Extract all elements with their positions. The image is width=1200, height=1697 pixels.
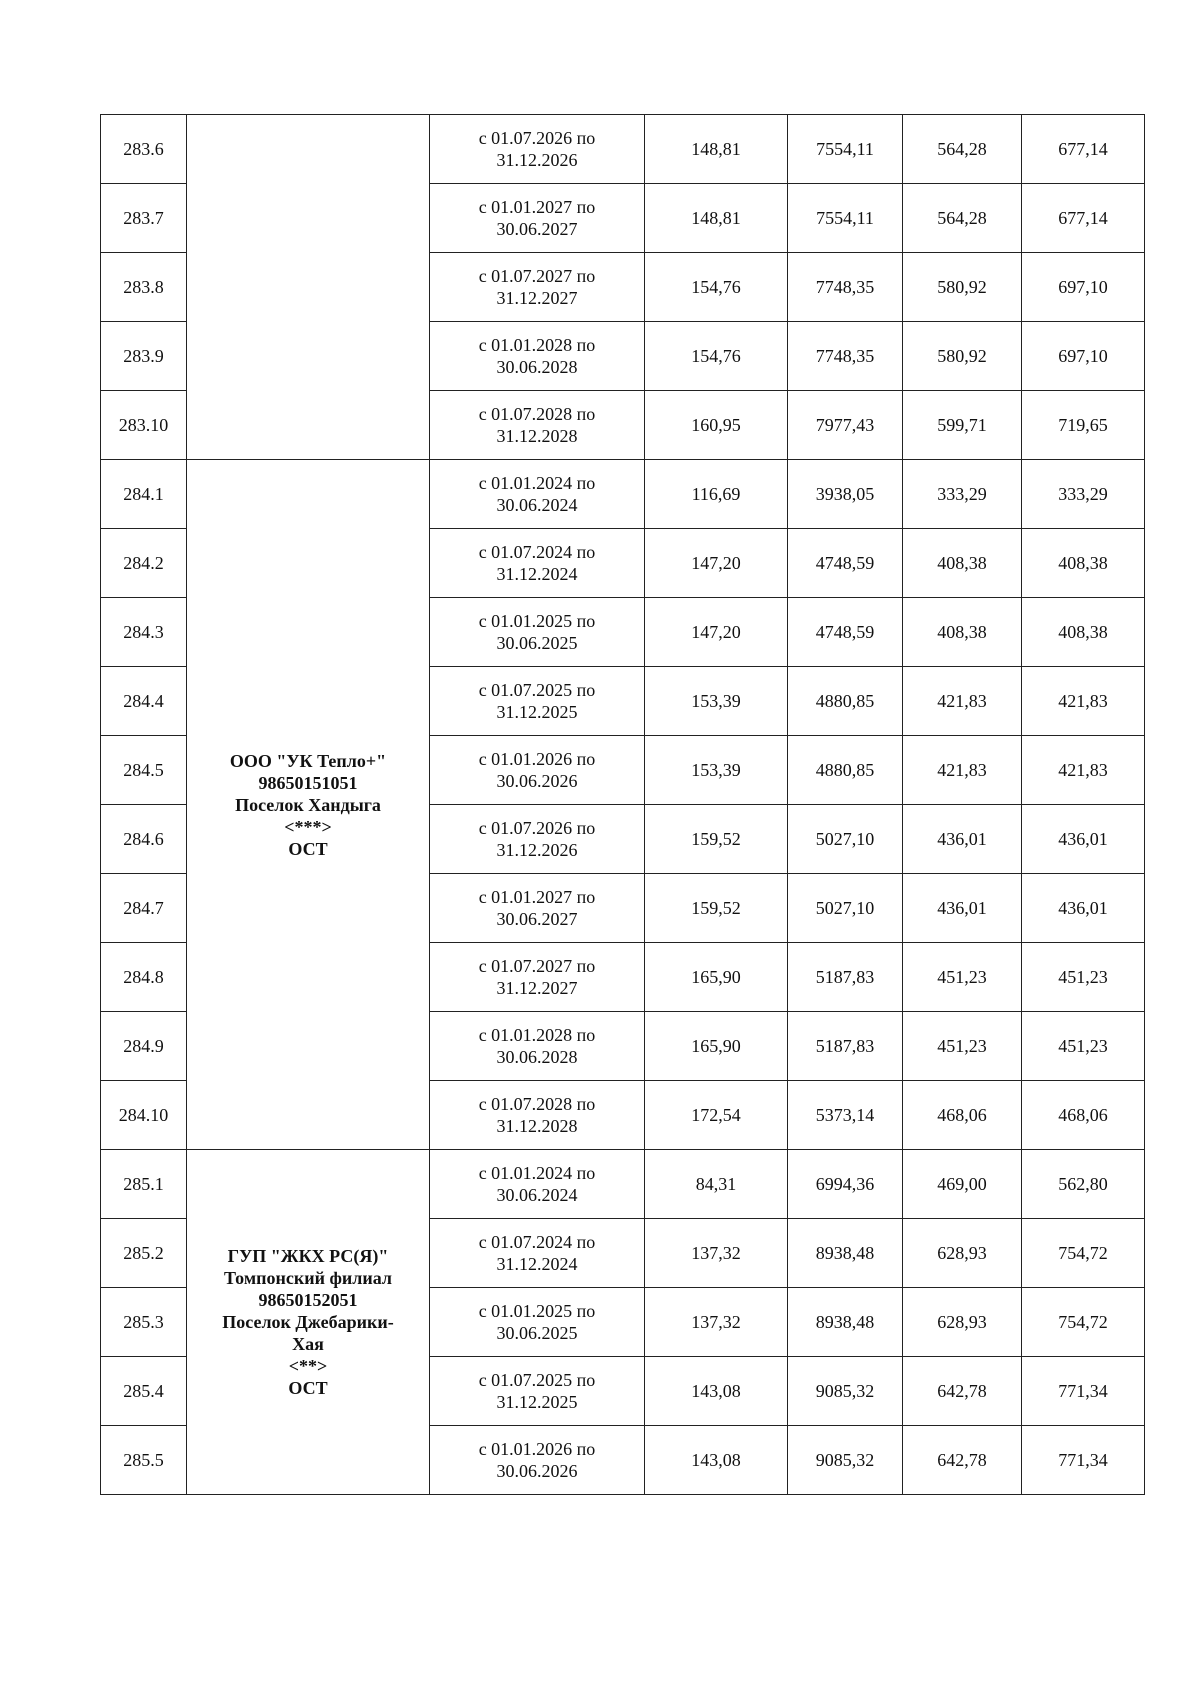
value-cell-1: 172,54 [645,1081,788,1150]
table-row [101,460,1145,529]
value-cell-2: 5027,10 [788,874,903,943]
period-line: 31.12.2027 [496,288,578,308]
value-cell-2: 5373,14 [788,1081,903,1150]
period-line: с 01.01.2026 по [478,749,596,769]
value-cell-4: 421,83 [1022,736,1145,805]
period-line: 31.12.2024 [496,564,578,584]
table-row [101,115,1145,184]
period-line: с 01.07.2028 по [478,404,596,424]
value-cell-3: 469,00 [903,1150,1022,1219]
value-cell-1: 143,08 [645,1357,788,1426]
value-cell-4: 771,34 [1022,1357,1145,1426]
period-cell [430,184,645,253]
organization-line: <***> [284,816,332,837]
period-cell [430,598,645,667]
period-line: с 01.07.2026 по [478,818,596,838]
period-cell [430,943,645,1012]
organization-line: Поселок Джебарики- [222,1312,394,1332]
period-line: с 01.01.2024 по [478,1163,596,1183]
value-cell-1: 137,32 [645,1288,788,1357]
organization-line: ООО "УК Тепло+" [229,750,387,771]
value-cell-4: 562,80 [1022,1150,1145,1219]
value-cell-2: 4880,85 [788,736,903,805]
value-cell-2: 7554,11 [788,115,903,184]
value-cell-4: 436,01 [1022,805,1145,874]
period-line: с 01.01.2028 по [478,1025,596,1045]
period-line: 30.06.2028 [496,357,578,377]
period-line: 30.06.2026 [496,1461,578,1481]
value-cell-2: 4748,59 [788,529,903,598]
value-cell-3: 408,38 [903,529,1022,598]
value-cell-2: 7748,35 [788,253,903,322]
value-cell-2: 5027,10 [788,805,903,874]
value-cell-1: 154,76 [645,253,788,322]
organization-line: 98650151051 [258,772,358,793]
row-number-cell: 284.7 [101,874,187,943]
period-line: 30.06.2025 [496,633,578,653]
value-cell-1: 160,95 [645,391,788,460]
period-cell [430,529,645,598]
period-line: 31.12.2028 [496,426,578,446]
value-cell-4: 408,38 [1022,598,1145,667]
period-cell [430,1081,645,1150]
period-cell [430,1219,645,1288]
organization-line: ОСТ [288,838,328,859]
period-line: 31.12.2026 [496,840,578,860]
period-cell [430,391,645,460]
row-number-cell: 284.1 [101,460,187,529]
value-cell-2: 3938,05 [788,460,903,529]
period-line: 31.12.2026 [496,150,578,170]
period-cell [430,322,645,391]
period-line: с 01.01.2027 по [478,887,596,907]
period-line: 31.12.2025 [496,702,578,722]
value-cell-3: 451,23 [903,1012,1022,1081]
value-cell-4: 771,34 [1022,1426,1145,1495]
period-cell [430,736,645,805]
value-cell-2: 5187,83 [788,943,903,1012]
organization-line: Томпонский филиал [223,1268,392,1288]
period-line: 30.06.2027 [496,909,578,929]
value-cell-4: 421,83 [1022,667,1145,736]
row-number-cell: 283.8 [101,253,187,322]
value-cell-3: 564,28 [903,184,1022,253]
value-cell-3: 642,78 [903,1357,1022,1426]
value-cell-2: 7977,43 [788,391,903,460]
value-cell-3: 642,78 [903,1426,1022,1495]
period-line: с 01.07.2025 по [478,1370,596,1390]
value-cell-2: 7554,11 [788,184,903,253]
organization-line: <**> [288,1356,328,1376]
period-line: 30.06.2028 [496,1047,578,1067]
period-cell [430,1012,645,1081]
value-cell-3: 421,83 [903,667,1022,736]
value-cell-3: 468,06 [903,1081,1022,1150]
value-cell-3: 436,01 [903,874,1022,943]
value-cell-3: 599,71 [903,391,1022,460]
value-cell-4: 408,38 [1022,529,1145,598]
table-row [101,1150,1145,1219]
row-number-cell: 284.3 [101,598,187,667]
value-cell-4: 719,65 [1022,391,1145,460]
value-cell-1: 84,31 [645,1150,788,1219]
value-cell-1: 154,76 [645,322,788,391]
value-cell-2: 4748,59 [788,598,903,667]
organization-line: Хая [292,1334,324,1354]
row-number-cell: 285.5 [101,1426,187,1495]
value-cell-1: 159,52 [645,805,788,874]
organization-cell [187,1150,430,1495]
row-number-cell: 284.9 [101,1012,187,1081]
value-cell-2: 9085,32 [788,1357,903,1426]
value-cell-2: 8938,48 [788,1288,903,1357]
row-number-cell: 285.3 [101,1288,187,1357]
value-cell-1: 159,52 [645,874,788,943]
period-cell [430,1150,645,1219]
value-cell-4: 333,29 [1022,460,1145,529]
value-cell-1: 165,90 [645,943,788,1012]
period-line: с 01.01.2026 по [478,1439,596,1459]
row-number-cell: 283.6 [101,115,187,184]
value-cell-3: 421,83 [903,736,1022,805]
value-cell-4: 677,14 [1022,115,1145,184]
period-line: с 01.07.2024 по [478,1232,596,1252]
value-cell-3: 333,29 [903,460,1022,529]
value-cell-1: 153,39 [645,667,788,736]
period-line: 30.06.2025 [496,1323,578,1343]
value-cell-3: 580,92 [903,322,1022,391]
value-cell-3: 408,38 [903,598,1022,667]
period-cell [430,1426,645,1495]
organization-line: 98650152051 [258,1290,358,1310]
value-cell-1: 153,39 [645,736,788,805]
value-cell-1: 137,32 [645,1219,788,1288]
row-number-cell: 284.8 [101,943,187,1012]
value-cell-4: 451,23 [1022,943,1145,1012]
value-cell-4: 697,10 [1022,253,1145,322]
period-line: с 01.07.2027 по [478,956,596,976]
value-cell-3: 436,01 [903,805,1022,874]
period-line: 31.12.2028 [496,1116,578,1136]
period-cell [430,874,645,943]
period-line: 30.06.2024 [496,1185,578,1205]
period-line: 31.12.2025 [496,1392,578,1412]
period-cell [430,1288,645,1357]
value-cell-4: 468,06 [1022,1081,1145,1150]
period-line: 30.06.2027 [496,219,578,239]
period-line: с 01.07.2027 по [478,266,596,286]
value-cell-3: 628,93 [903,1219,1022,1288]
period-line: с 01.01.2024 по [478,473,596,493]
organization-line: ОСТ [288,1378,328,1398]
value-cell-1: 116,69 [645,460,788,529]
value-cell-1: 165,90 [645,1012,788,1081]
row-number-cell: 284.6 [101,805,187,874]
row-number-cell: 285.1 [101,1150,187,1219]
row-number-cell: 284.5 [101,736,187,805]
value-cell-3: 628,93 [903,1288,1022,1357]
period-line: 30.06.2024 [496,495,578,515]
organization-line: ГУП "ЖКХ РС(Я)" [227,1246,389,1266]
value-cell-2: 8938,48 [788,1219,903,1288]
tariff-table-body [101,115,1145,1495]
row-number-cell: 284.10 [101,1081,187,1150]
row-number-cell: 283.10 [101,391,187,460]
period-cell [430,667,645,736]
value-cell-1: 143,08 [645,1426,788,1495]
value-cell-2: 4880,85 [788,667,903,736]
value-cell-4: 754,72 [1022,1288,1145,1357]
row-number-cell: 285.2 [101,1219,187,1288]
row-number-cell: 283.7 [101,184,187,253]
row-number-cell: 283.9 [101,322,187,391]
value-cell-1: 147,20 [645,529,788,598]
period-line: с 01.07.2024 по [478,542,596,562]
value-cell-4: 451,23 [1022,1012,1145,1081]
value-cell-3: 564,28 [903,115,1022,184]
period-line: с 01.07.2026 по [478,128,596,148]
value-cell-2: 5187,83 [788,1012,903,1081]
value-cell-2: 9085,32 [788,1426,903,1495]
value-cell-1: 147,20 [645,598,788,667]
value-cell-4: 754,72 [1022,1219,1145,1288]
row-number-cell: 284.4 [101,667,187,736]
row-number-cell: 285.4 [101,1357,187,1426]
tariff-table [100,114,1145,1495]
organization-line: Поселок Хандыга [235,794,381,815]
period-cell [430,253,645,322]
value-cell-2: 7748,35 [788,322,903,391]
period-line: 31.12.2027 [496,978,578,998]
value-cell-2: 6994,36 [788,1150,903,1219]
value-cell-4: 677,14 [1022,184,1145,253]
row-number-cell: 284.2 [101,529,187,598]
period-cell [430,460,645,529]
value-cell-3: 451,23 [903,943,1022,1012]
period-line: с 01.01.2025 по [478,1301,596,1321]
organization-cell [187,460,430,1150]
period-line: 30.06.2026 [496,771,578,791]
value-cell-3: 580,92 [903,253,1022,322]
period-line: с 01.01.2027 по [478,197,596,217]
period-cell [430,1357,645,1426]
period-cell [430,805,645,874]
value-cell-1: 148,81 [645,184,788,253]
period-line: 31.12.2024 [496,1254,578,1274]
organization-cell [187,115,430,460]
value-cell-4: 697,10 [1022,322,1145,391]
period-line: с 01.07.2028 по [478,1094,596,1114]
value-cell-1: 148,81 [645,115,788,184]
period-line: с 01.01.2028 по [478,335,596,355]
period-line: с 01.07.2025 по [478,680,596,700]
value-cell-4: 436,01 [1022,874,1145,943]
period-cell [430,115,645,184]
period-line: с 01.01.2025 по [478,611,596,631]
